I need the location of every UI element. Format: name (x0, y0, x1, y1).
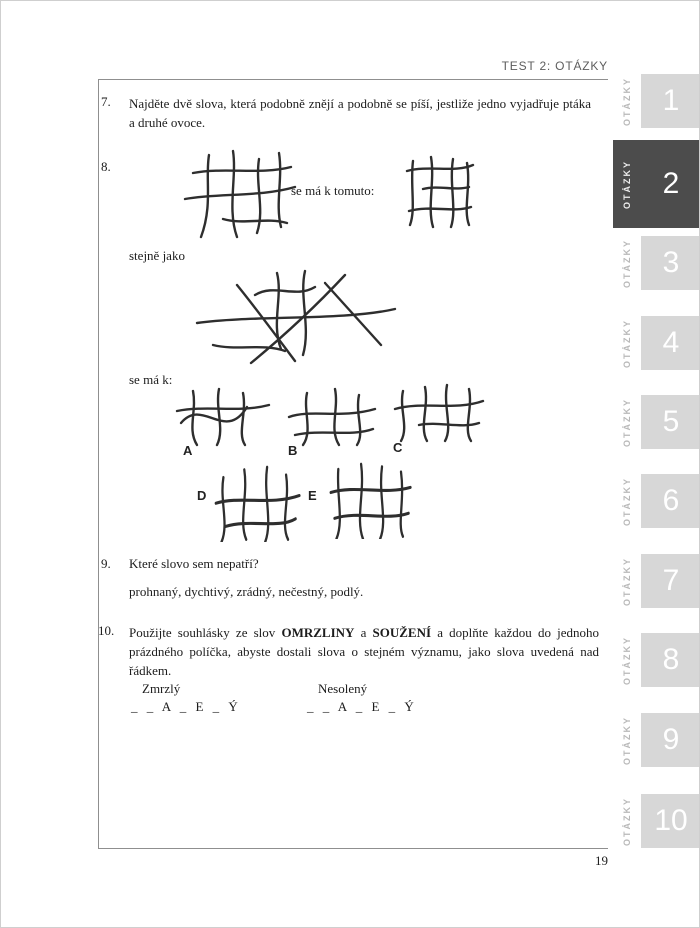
q10-left-pattern: _ _ A _ E _ Ý (131, 699, 241, 714)
tab-5-number: 5 (641, 395, 700, 449)
tab-otazky-9[interactable] (613, 713, 700, 767)
q10-number: 10. (98, 623, 115, 638)
q10-word1: OMRZLINY (281, 625, 355, 640)
tab-otazky-5[interactable] (613, 395, 700, 449)
q8-option-figure-e (325, 459, 420, 539)
tab-otazky-8[interactable] (613, 633, 700, 687)
q9-number: 9. (101, 556, 111, 571)
tab-otazky-10[interactable] (613, 794, 700, 848)
tab-9-vertical-label: OTÁZKY (622, 715, 632, 765)
header-rule (98, 79, 608, 80)
q8-number: 8. (101, 159, 111, 174)
page-number: 19 (595, 853, 608, 868)
footer-rule (98, 848, 608, 849)
tab-9-number: 9 (641, 713, 700, 767)
q8-option-label-c: C (393, 440, 403, 455)
q8-option-figure-a (173, 385, 273, 447)
q10-text-part2: a (354, 625, 373, 640)
q8-option-figure-d (212, 462, 307, 542)
tab-2-number: 2 (662, 167, 680, 200)
q8-relation-top: se má k tomuto: (291, 183, 375, 198)
tab-otazky-7[interactable] (613, 554, 700, 608)
tab-5-vertical-label: OTÁZKY (622, 397, 632, 447)
tab-4-vertical-label: OTÁZKY (622, 318, 632, 368)
tab-8-vertical-label: OTÁZKY (622, 635, 632, 685)
left-margin-rule (98, 79, 99, 848)
tab-8-number: 8 (641, 633, 700, 687)
tab-otazky-4[interactable] (613, 316, 700, 370)
q8-figure-source-right (399, 151, 477, 229)
q8-option-label-b: B (288, 443, 298, 458)
page-header-title: TEST 2: OTÁZKY (501, 59, 608, 73)
q8-option-label-a: A (183, 443, 193, 458)
q10-right-label: Nesolený (318, 681, 368, 696)
tab-3-number: 3 (641, 236, 700, 290)
tab-7-number: 7 (641, 554, 700, 608)
q8-option-label-d: D (197, 488, 207, 503)
q8-figure-source-left (179, 147, 299, 239)
tab-10-vertical-label: OTÁZKY (622, 796, 632, 846)
q10-word2: SOUŽENÍ (372, 625, 432, 640)
q8-option-figure-b (283, 385, 383, 447)
q9-text: Které slovo sem nepatří? (129, 556, 259, 571)
q8-option-figure-c (389, 381, 489, 443)
tab-3-vertical-label: OTÁZKY (622, 238, 632, 288)
q8-option-label-e: E (308, 488, 317, 503)
tab-7-vertical-label: OTÁZKY (622, 556, 632, 606)
q10-text-part3: a doplňte každou do jednoho prázdného políčka, abyste dostali slova o stejném významu, jako slova uvedená nad řádkem. (129, 625, 599, 678)
tab-1-number: 1 (641, 74, 700, 128)
q10-left-label: Zmrzlý (142, 681, 181, 696)
q10-text-part1: Použijte souhlásky ze slov (129, 625, 282, 640)
tab-otazky-2-active[interactable] (613, 140, 700, 228)
tab-otazky-6[interactable] (613, 474, 700, 528)
q7-text: Najděte dvě slova, která podobně znějí a podobně se píší, jestliže jedno vyjadřuje ptáka a druhé ovoce. (129, 96, 591, 130)
tab-1-vertical-label: OTÁZKY (622, 76, 632, 126)
tab-6-number: 6 (641, 474, 700, 528)
tab-2-vertical-label: OTÁZKY (622, 159, 632, 209)
tab-10-number: 10 (641, 794, 700, 848)
q8-figure-middle (193, 267, 398, 367)
q8-relation-bottom: se má k: (129, 372, 173, 387)
q9-words: prohnaný, dychtivý, zrádný, nečestný, podlý. (129, 584, 364, 599)
tab-4-number: 4 (641, 316, 700, 370)
tab-otazky-3[interactable] (613, 236, 700, 290)
q10-text (129, 623, 599, 680)
tab-6-vertical-label: OTÁZKY (622, 476, 632, 526)
q7-number: 7. (101, 94, 111, 109)
tab-otazky-1[interactable] (613, 74, 700, 128)
q10-right-pattern: _ _ A _ E _ Ý (307, 699, 417, 714)
q8-relation-middle: stejně jako (129, 248, 185, 263)
